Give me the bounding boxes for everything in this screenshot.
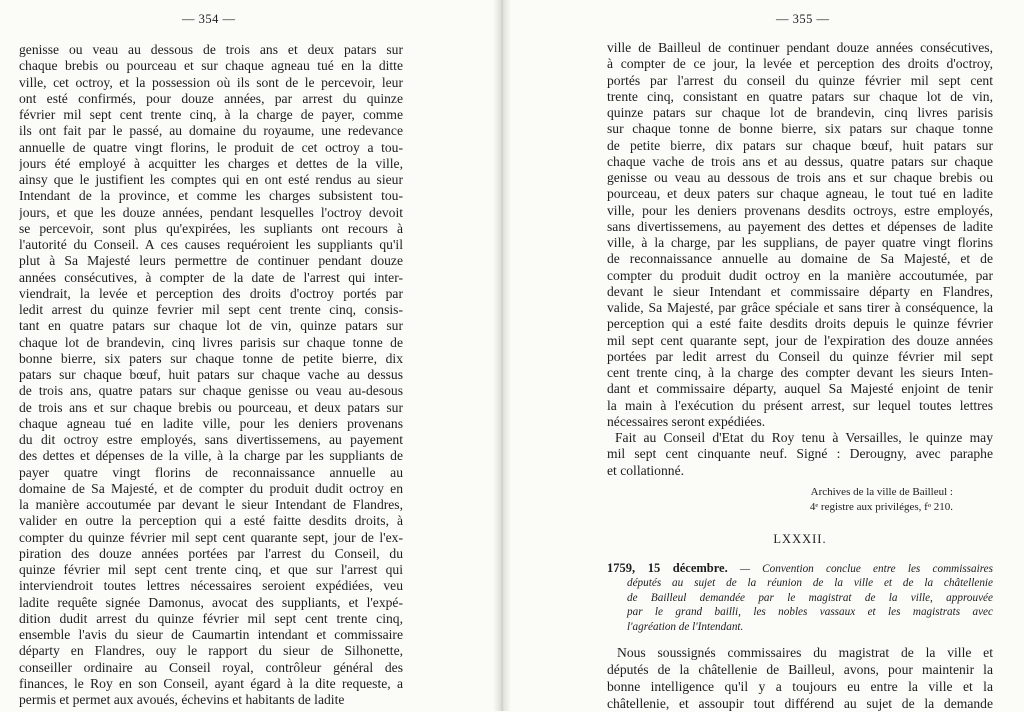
text-line: châtellenie, et assoupir tout différend au sujet de la demande bbox=[607, 696, 993, 712]
text-line: des dettes et dépenses de la ville, à la charge par les suppliants de bbox=[19, 448, 403, 464]
section-heading bbox=[607, 561, 993, 635]
text-line: la main à l'exécution du présent arrest, sur lequel toutes lettres bbox=[607, 397, 993, 413]
text-line: chaque agneau tué en ladite ville, pour les deniers provenans bbox=[19, 415, 403, 431]
text-line: nécessaires seront expédiées. bbox=[607, 413, 766, 429]
archive-reference bbox=[607, 485, 993, 515]
text-line: chaque lot de brandevin, cinq livres parisis sur chaque tonne de bbox=[19, 334, 403, 350]
text-line: portés par l'arrest du conseil du quinze février mil sept cent bbox=[607, 72, 993, 88]
heading-summary-line: de Bailleul demandée par le magistrat de la ville, approuvée bbox=[627, 591, 993, 604]
heading-summary-line: l'agréation de l'Intendant. bbox=[627, 620, 744, 633]
text-line: finances, le Roy en son Conseil, ayant égard à la dite requeste, a bbox=[19, 675, 403, 691]
text-line: années consécutives, à compter de la date de l'arrest qui inter- bbox=[19, 269, 403, 285]
text-line: conseiller ordinaire au Conseil royal, contrôleur général des bbox=[19, 659, 403, 675]
text-line: ont esté confirmés, pour douze années, par arrest du quinze bbox=[19, 90, 403, 106]
text-line: pourceau, et deux paters sur chaque agneau, le tout tué en ladite bbox=[607, 186, 993, 202]
heading-summary-line: par le grand bailli, les nobles vassaux et les magistrats avec bbox=[627, 606, 993, 619]
text-line: cent trente cinq, à la charge des compter devant les sieurs Inten- bbox=[607, 365, 993, 380]
text-line: genisse ou veau au dessous de trois ans et sur chaque brebis ou bbox=[607, 170, 993, 185]
right-page bbox=[511, 0, 1024, 711]
text-line: ville, cet octroy, et la possession où ils sont de le percevoir, leur bbox=[19, 74, 403, 90]
text-line: bonne bierre, six paters sur chaque tonne de petite bierre, dix bbox=[19, 350, 403, 366]
text-line: valide, Sa Majesté, par grâce spéciale et sans tirer à conséquence, la bbox=[607, 300, 993, 315]
text-line: février mil sept cent trente cinq, à la charge de payer, comme bbox=[19, 107, 403, 122]
heading-summary-line: — Convention conclue entre les commissaires bbox=[739, 562, 993, 575]
text-line: annuelle de quatre vingt florins, le produit de cet octroy a tou- bbox=[19, 139, 403, 155]
text-line: ainsy que le justifient les comptes qui en ont esté rendus au sieur bbox=[19, 172, 403, 187]
text-line: patars sur chaque bœuf, huit patars sur chaque vache au dessus bbox=[19, 367, 403, 382]
text-line: chaque vache de trois ans et au dessus, quatre patars sur chaque bbox=[607, 153, 993, 169]
text-line: piration des douze années portées par l'arrest du Conseil, du bbox=[19, 545, 403, 561]
text-line: de petite bierre, dix patars sur chaque bœuf, huit patars sur bbox=[607, 137, 993, 153]
text-line: trente cinq, consistant en quatre patars sur chaque lot de vin, bbox=[607, 88, 993, 104]
text-line: ledit arrest du quinze fevrier mil sept cent trente cinq, consis- bbox=[19, 302, 403, 317]
text-line: bonne intelligence qu'il y a toujours eu entre la ville et la bbox=[607, 679, 993, 695]
convention-text bbox=[607, 644, 993, 712]
text-line: ils ont fait par le passé, au domaine du royaume, une redevance bbox=[19, 123, 403, 139]
text-line: mil sept cent quarante sept, jour de l'expiration des douze années bbox=[607, 332, 993, 348]
text-line: Nous soussignés commissaires du magistrat de la ville et bbox=[617, 645, 993, 661]
text-line: ensemble l'avis du sieur de Caumartin intendant et commissaire bbox=[19, 627, 403, 642]
text-line: chaque brebis ou pourceau et sur chaque agneau tué en la ditte bbox=[19, 58, 403, 74]
text-line: quinze patars sur chaque lot de brandevin, cinq livres parisis bbox=[607, 105, 993, 120]
text-line: perception qui a esté faite desdits droits depuis le quinze février bbox=[607, 316, 993, 332]
heading-date: 1759, 15 décembre. bbox=[607, 560, 728, 575]
text-line: portées par ledit arrest du Conseil du quinze février mil sept bbox=[607, 348, 993, 364]
archive-line: Archives de la ville de Bailleul : bbox=[810, 485, 953, 498]
text-line: ville, à la charge, par les supplians, de payer quatre vingt florins bbox=[607, 235, 993, 250]
book-gutter bbox=[493, 0, 511, 711]
text-line: compter du produit dudit octroy en la manière accoutumée, par bbox=[607, 267, 993, 283]
text-line: dant et commissaire départy, auquel Sa Majesté enjoint de tenir bbox=[607, 381, 993, 397]
text-line: de reconnaissance annuelle au domaine de Sa Majesté, et de bbox=[607, 251, 993, 267]
text-line: jours été employé à acquitter les charges et dettes de la ville, bbox=[19, 155, 403, 171]
text-line: domaine de Sa Majesté, et de compter du produit dudit octroy en bbox=[19, 480, 403, 496]
page-text bbox=[19, 42, 403, 708]
page-number: — 354 — bbox=[182, 12, 236, 26]
text-line: ladite requête signée Damonus, avocat des suppliants, et l'expé- bbox=[19, 594, 403, 610]
text-line: genisse ou veau au dessous de trois ans et deux patars sur bbox=[19, 42, 403, 57]
closing-line: et collationné. bbox=[607, 462, 685, 478]
text-line: valider en outre la perception qui a esté faitte desdits droits, à bbox=[19, 513, 403, 529]
text-line: quinze février mil sept cent trente cinq, et que sur l'arrest qui bbox=[19, 562, 403, 577]
text-line: payer quatre vingt florins de reconnaissance annuelle au bbox=[19, 464, 403, 480]
page-number: — 355 — bbox=[776, 12, 830, 26]
text-line: de trois ans et sur chaque brebis ou pourceau, et deux patars sur bbox=[19, 399, 403, 415]
text-line: jours, et que les douze années, pendant lesquelles l'octroy devoit bbox=[19, 204, 403, 220]
text-line: sans divertissemens, au payement des dettes et dépenses de ladite bbox=[607, 218, 993, 234]
text-line: plut à Sa Majesté leurs permettre de continuer pendant douze bbox=[19, 253, 403, 269]
text-line: départy en Flandres, ouy le rapport du sieur de Silhonette, bbox=[19, 643, 403, 659]
text-line: permis et permet aux avoués, échevins et habitants de ladite bbox=[19, 692, 345, 707]
text-line: à compter de ce jour, la levée et perception des droits d'octroy, bbox=[607, 56, 993, 72]
text-line: dition dudit arrest du quinze février mil sept cent trente cinq, bbox=[19, 610, 403, 626]
closing-line: mil sept cent cinquante neuf. Signé : Derougny, avec paraphe bbox=[607, 446, 993, 462]
text-line: devant le sieur Intendant et commissaire départy en Flandres, bbox=[607, 283, 993, 299]
text-line: ville, pour les deniers provenans desdits octroys, estre employés, bbox=[607, 202, 993, 218]
text-line: Intendant de la province, et comme les charges subsistent tou- bbox=[19, 188, 403, 204]
heading-summary-line: députés au sujet de la réunion de la ville et de la châtellenie bbox=[627, 577, 993, 590]
text-line: de trois ans, quatre patars sur chaque genisse ou veau au-desous bbox=[19, 383, 403, 399]
text-line: la manière accoutumée par devant le sieur Intendant de Flandres, bbox=[19, 497, 403, 512]
text-line: députés de la châtellenie de Bailleul, avons, pour maintenir la bbox=[607, 662, 993, 678]
left-page bbox=[0, 0, 493, 711]
text-line: se percevoir, sont plus qu'expirées, les supliants ont recours à bbox=[19, 220, 403, 236]
text-line: tant en quatre patars sur chaque lot de vin, quinze patars sur bbox=[19, 318, 403, 334]
text-line: viendrait, la levée et perception des droits d'octroy portés par bbox=[19, 285, 403, 301]
archive-line: 4ᵉ registre aux priviléges, fᵒ 210. bbox=[809, 500, 953, 513]
text-line: du dit octroy estre employés, sans divertissemens, au payement bbox=[19, 432, 403, 447]
text-line: ville de Bailleul de continuer pendant douze années consécutives, bbox=[607, 40, 993, 55]
text-line: l'autorité du Conseil. A ces causes requéroient les suppliants qu'il bbox=[19, 237, 403, 252]
text-line: compter du quinze février mil sept cent quarante sept, jour de l'ex- bbox=[19, 529, 403, 545]
closing-line: Fait au Conseil d'Etat du Roy tenu à Versailles, le quinze may bbox=[615, 430, 993, 445]
text-line: interviendroit toutes lettres nécessaires seroient expédiées, veu bbox=[19, 578, 403, 594]
text-line: sur chaque tonne de bonne bierre, six patars sur chaque tonne bbox=[607, 121, 993, 137]
page-text bbox=[607, 40, 993, 712]
section-number: LXXXII. bbox=[773, 531, 827, 546]
